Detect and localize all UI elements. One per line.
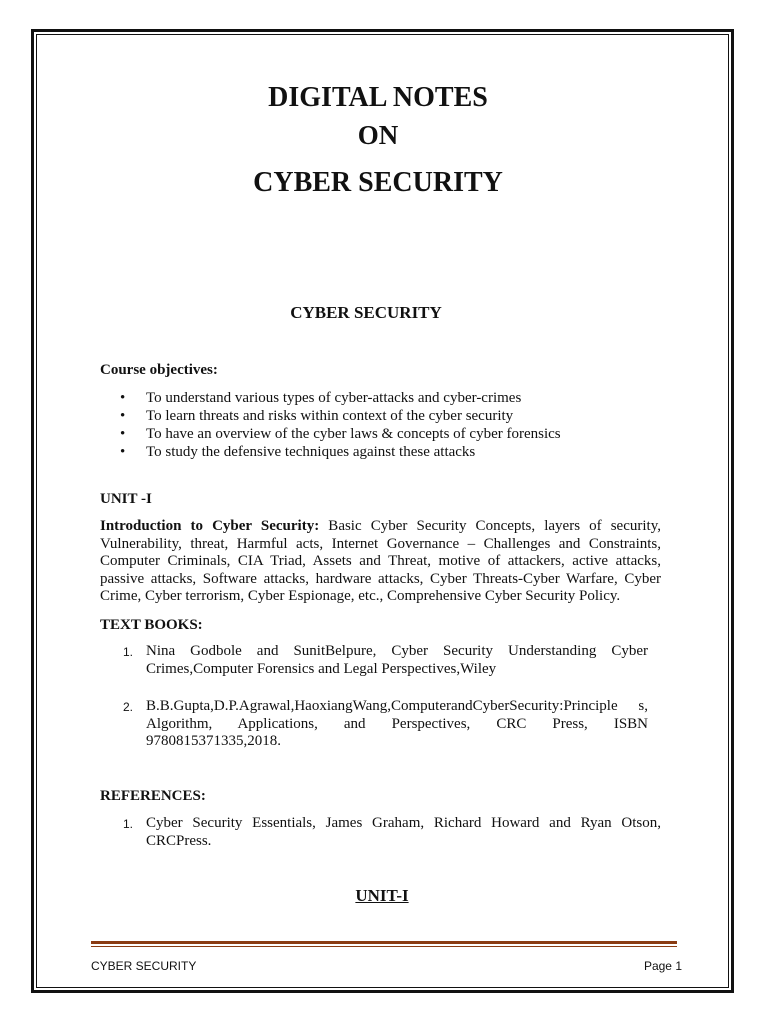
intro-label: Introduction to Cyber Security: <box>100 518 320 534</box>
objectives-label: Course objectives: <box>100 362 218 378</box>
references-label: REFERENCES: <box>100 788 206 804</box>
text-book-item <box>100 643 648 678</box>
page-number: Page 1 <box>643 959 682 973</box>
course-title: CYBER SECURITY <box>290 303 442 322</box>
footer-title: CYBER SECURITY <box>91 959 197 973</box>
text-book-text: B.B.Gupta,D.P.Agrawal,HaoxiangWang,ComputerandCyberSecurity:Principle s, Algorithm, Applications, and Perspectives, CRC Press, ISBN 9780815371335,2018. <box>146 698 648 749</box>
intro-text: Basic Cyber Security Concepts, layers of security, Vulnerability, threat, Harmful acts, Internet Governance – Challenges and Constraints, Computer Criminals, CIA Triad, Assets and Threat, motive of attackers, active attacks, passive attacks, Software attacks, hardware attacks, Cyber Threats-Cyber Warfare, Cyber Crime, Cyber terrorism, Cyber Espionage, etc., Comprehensive Cyber Security Policy. <box>100 518 661 604</box>
bullet-icon: • <box>120 426 126 442</box>
reference-item <box>100 815 661 850</box>
objective-text: To learn threats and risks within context of the cyber security <box>146 408 514 424</box>
list-item <box>100 426 661 444</box>
unit-intro-paragraph <box>100 518 661 606</box>
text-books-label: TEXT BOOKS: <box>100 617 203 633</box>
list-number: 2. <box>123 700 134 714</box>
objective-text: To understand various types of cyber-attacks and cyber-crimes <box>146 390 522 406</box>
text-book-text: Nina Godbole and SunitBelpure, Cyber Security Understanding Cyber Crimes,Computer Forensics and Legal Perspectives,Wiley <box>146 643 648 677</box>
reference-text: Cyber Security Essentials, James Graham, Richard Howard and Ryan Otson, CRCPress. <box>146 815 661 849</box>
unit-heading: UNIT-I <box>355 886 409 905</box>
objective-text: To study the defensive techniques against these attacks <box>146 444 476 460</box>
footer-divider-thin <box>91 946 677 947</box>
objectives-list <box>100 390 661 462</box>
cover-title-line2: ON <box>357 120 399 150</box>
unit-label: UNIT -I <box>100 491 152 507</box>
objective-text: To have an overview of the cyber laws & concepts of cyber forensics <box>146 426 561 442</box>
list-number: 1. <box>123 645 134 659</box>
bullet-icon: • <box>120 444 126 460</box>
text-book-item <box>100 698 648 751</box>
bullet-icon: • <box>120 408 126 424</box>
footer-divider <box>91 941 677 944</box>
cover-title-line1: DIGITAL NOTES <box>268 82 488 113</box>
list-item <box>100 408 661 426</box>
list-item <box>100 390 661 408</box>
cover-title-line3: CYBER SECURITY <box>253 167 503 198</box>
bullet-icon: • <box>120 390 126 406</box>
list-number: 1. <box>123 817 134 831</box>
list-item <box>100 444 661 462</box>
